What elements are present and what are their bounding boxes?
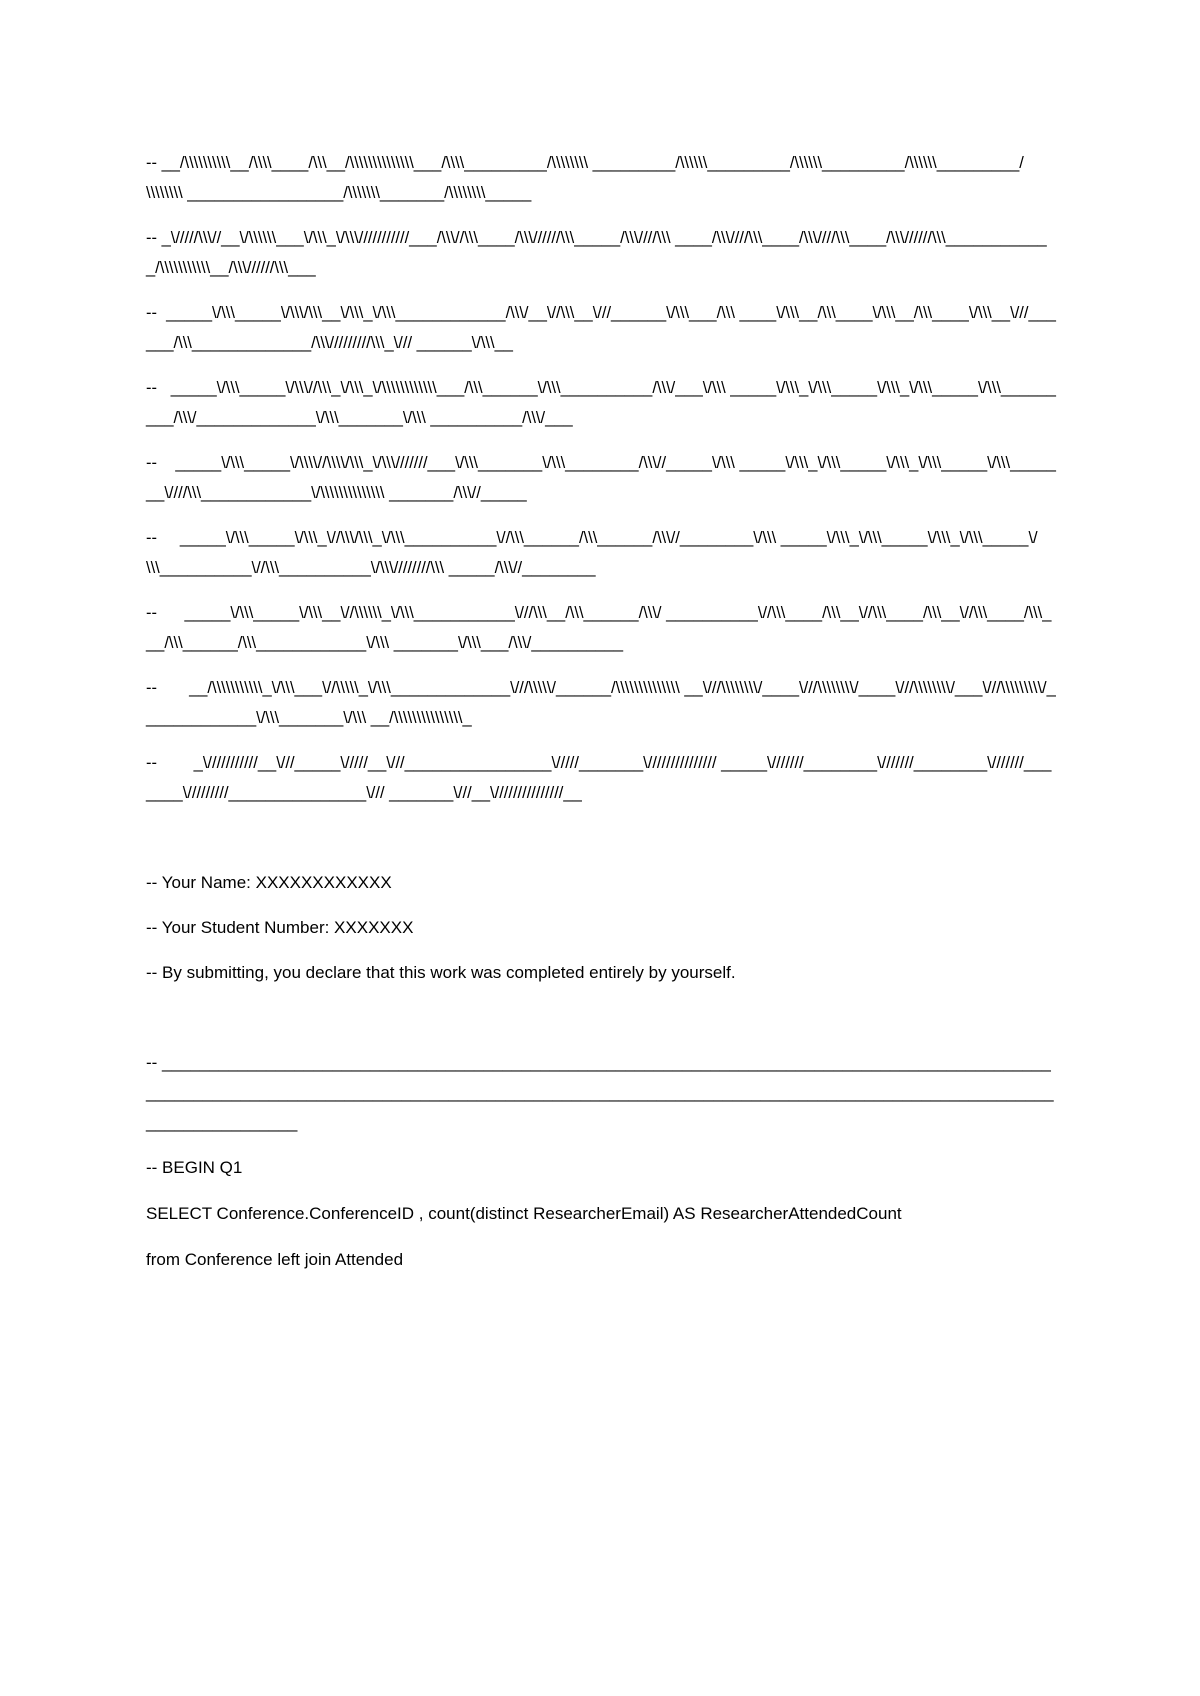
banner-line: -- _____\/\\\_____\/\\\__\//\\\\\\_\/\\\___________\///\\\__/\\\______/\\\/ __________\//\\\____/\\\__\//\\\____/\\\__\//\\\____/\\\___/\\\______/\\\____________\/\\\ _______\/\\\___/\\\/__________ — [146, 604, 1052, 652]
sql-code-block — [146, 1153, 1056, 1275]
begin-q1-comment: -- BEGIN Q1 — [146, 1158, 243, 1177]
separator-line: -- ______________________________________________________________________________________________________________________________________________________________________________________________________________ — [146, 1053, 1054, 1132]
banner-line: -- _____\/\\\_____\/\\\//\\\_\/\\\_\/\\\\\\\\\\\\___/\\\______\/\\\__________/\\\/___\/\\\ _____\/\\\_\/\\\_____\/\\\_\/\\\_____\/\\\_________/\\\/_____________\/\\\_______\/\\\ __________/\\\/___ — [146, 379, 1056, 427]
your-name-line: -- Your Name: XXXXXXXXXXXX — [146, 873, 392, 892]
banner-line: -- _____\/\\\_____\/\\\\//\\\\/\\\_\/\\\///////___\/\\\_______\/\\\________/\\\//_____\/\\\ _____\/\\\_\/\\\_____\/\\\_\/\\\_____\/\\\_______\////\\\____________\/\\\\\\\\\\\\\\ _______/\\\//_____ — [146, 454, 1056, 502]
sql-select-line: SELECT Conference.ConferenceID , count(distinct ResearcherEmail) AS ResearcherAttendedCount — [146, 1204, 902, 1223]
student-number-line: -- Your Student Number: XXXXXXX — [146, 918, 414, 937]
blank-paragraph — [146, 1003, 1056, 1048]
banner-line: -- _____\/\\\_____\/\\\/\\\__\/\\\_\/\\\____________/\\\/__\//\\\__\///______\/\\\___/\\\ ____\/\\\__/\\\____\/\\\__/\\\____\/\\\__\///______/\\\_____________/\\\/////////\\\_\/// ______\/\\\__ — [146, 304, 1056, 352]
banner-line: -- __/\\\\\\\\\\\_\/\\\___\//\\\\\_\/\\\_____________\///\\\\\/______/\\\\\\\\\\\\\\ __\///\\\\\\\\/____\///\\\\\\\\/____\///\\\\\\\\/___\///\\\\\\\\\/_____________\/\\\_______\/\\\ __/\\\\\\\\\\\\\\\_ — [146, 679, 1056, 727]
declaration-line: -- By submitting, you declare that this work was completed entirely by yourself. — [146, 963, 736, 982]
sql-from-line: from Conference left join Attended — [146, 1250, 404, 1269]
document-content — [146, 148, 1056, 1291]
banner-line: -- _____\/\\\_____\/\\\_\//\\\/\\\_\/\\\__________\//\\\______/\\\______/\\\//________\/\\\ _____\/\\\_\/\\\_____\/\\\_\/\\\_____\/\\\__________\//\\\__________\/\\\////////\\\ _____/\\\//________ — [146, 529, 1038, 577]
blank-paragraph — [146, 823, 1056, 868]
banner-line: -- __/\\\\\\\\\\__/\\\\____/\\\__/\\\\\\\\\\\\\\___/\\\\_________/\\\\\\\\ _________/\\\\\\_________/\\\\\\_________/\\\\\\_________/\\\\\\\\ _________________/\\\\\\\_______/\\\\\\\\_____ — [146, 154, 1024, 202]
ascii-art-banner — [146, 148, 1056, 808]
student-header — [146, 868, 1056, 988]
banner-line: -- _\/////\\\//__\/\\\\\\___\/\\\_\/\\\///////////___/\\\//\\\____/\\\//////\\\_____/\\\////\\\ ____/\\\////\\\____/\\\////\\\____/\\\//////\\\____________/\\\\\\\\\\\__/\\\//////\\\___ — [146, 229, 1047, 277]
banner-line: -- _\///////////__\///_____\/////__\///________________\/////_______\/////////////// _____\///////________\///////________\///////_______\/////////_______________\/// _______\///__\///////////////__ — [146, 754, 1052, 802]
